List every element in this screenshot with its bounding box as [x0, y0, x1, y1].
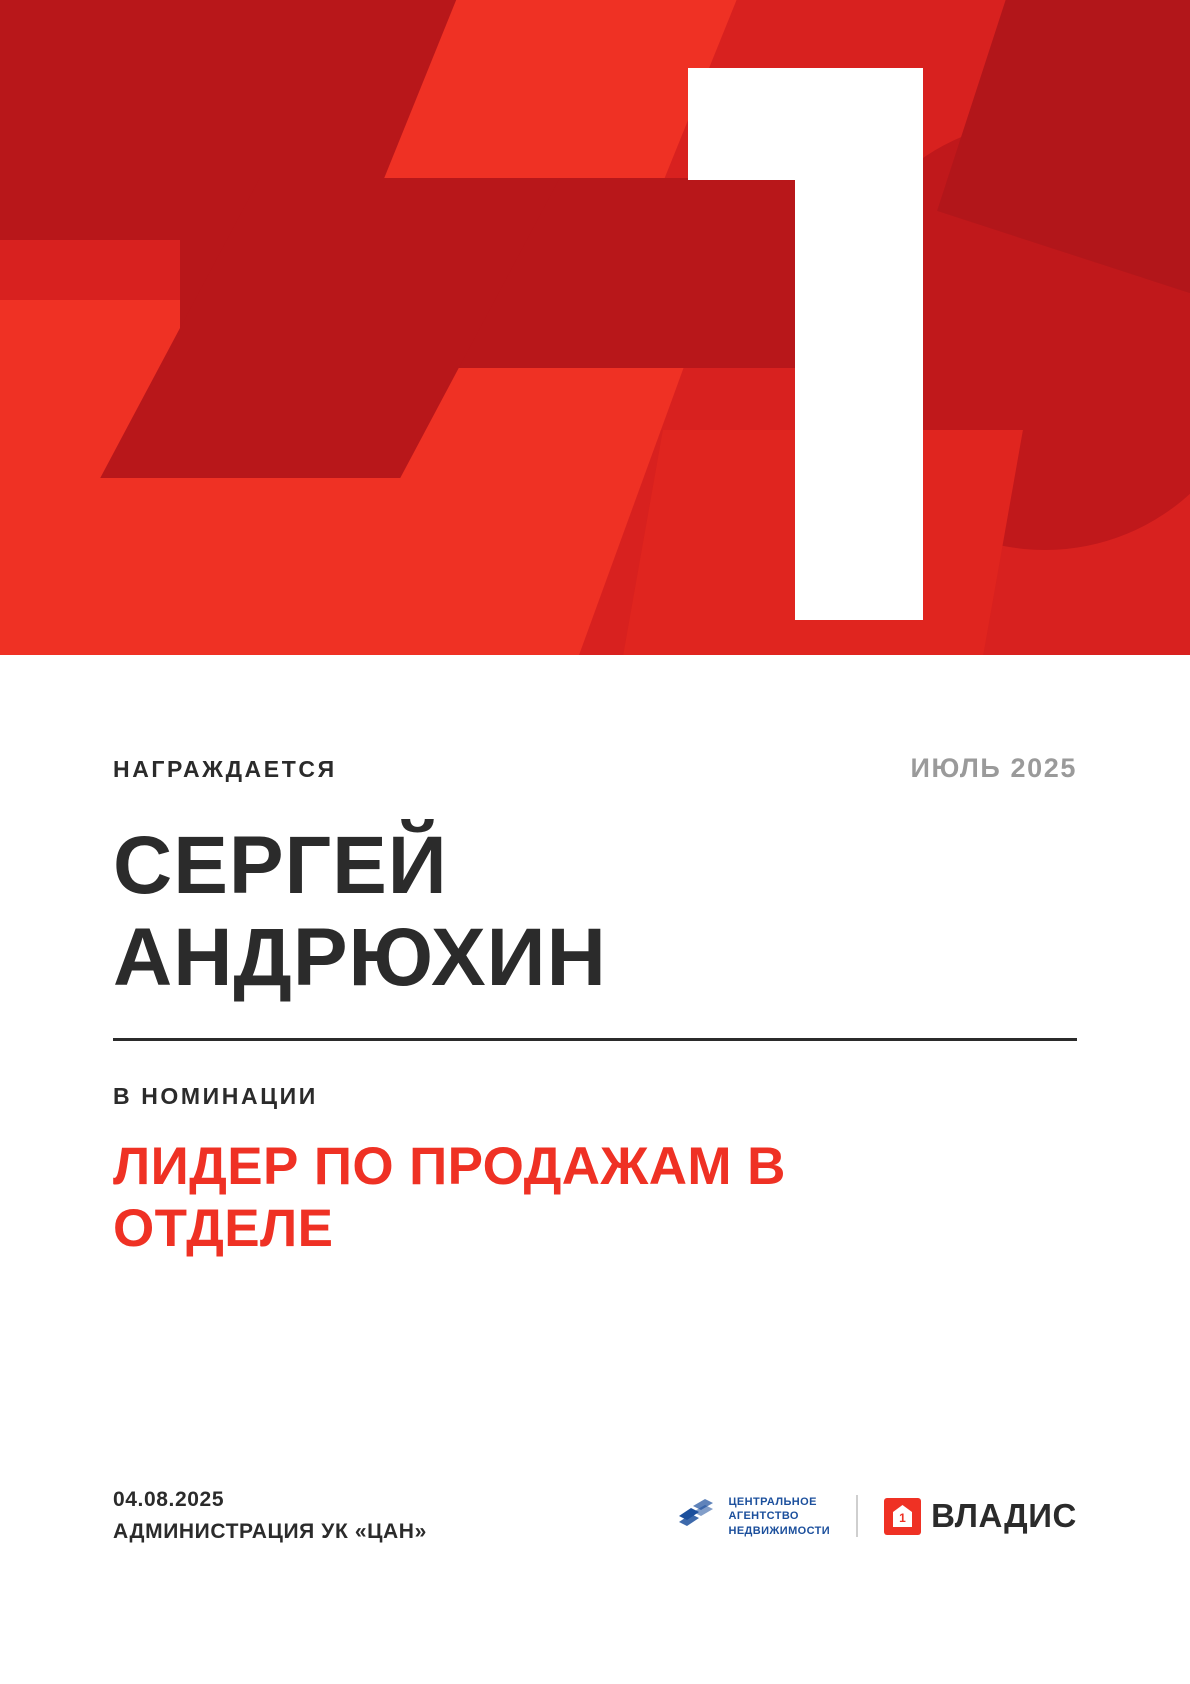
svg-text:1: 1	[899, 1510, 906, 1525]
certificate-banner	[0, 0, 1190, 655]
can-logo-line-2: АГЕНТСТВО	[728, 1510, 799, 1523]
footer-date: 04.08.2025	[113, 1487, 225, 1511]
can-logo	[677, 1495, 830, 1539]
footer-issuer: АДМИНИСТРАЦИЯ УК «ЦАН»	[113, 1520, 427, 1544]
award-header-row	[113, 753, 1077, 784]
awarded-label: НАГРАЖДАЕТСЯ	[113, 756, 337, 782]
nomination-title: ЛИДЕР ПО ПРОДАЖАМ В ОТДЕЛЕ	[113, 1136, 786, 1259]
recipient-name: СЕРГЕЙ АНДРЮХИН	[113, 820, 607, 1003]
award-date: ИЮЛЬ 2025	[910, 753, 1077, 783]
vladis-house-icon	[893, 1505, 912, 1527]
can-logo-icon	[677, 1499, 719, 1533]
numeral-one-flag	[688, 68, 798, 180]
certificate-footer	[113, 1484, 1077, 1549]
section-divider	[113, 1038, 1077, 1041]
vladis-logo-text: ВЛАДИС	[931, 1497, 1077, 1535]
can-logo-line-3: НЕДВИЖИМОСТИ	[728, 1524, 831, 1537]
certificate-body	[0, 655, 1190, 1684]
vladis-logo	[884, 1497, 1077, 1535]
nomination-label: В НОМИНАЦИИ	[113, 1082, 318, 1109]
vladis-logo-badge	[884, 1498, 921, 1535]
can-logo-text	[728, 1495, 830, 1539]
can-logo-line-1: ЦЕНТРАЛЬНОЕ	[728, 1495, 817, 1508]
logo-separator	[856, 1495, 858, 1537]
numeral-one	[795, 68, 923, 620]
footer-logos	[677, 1495, 1077, 1539]
footer-issuer-block	[113, 1484, 427, 1549]
